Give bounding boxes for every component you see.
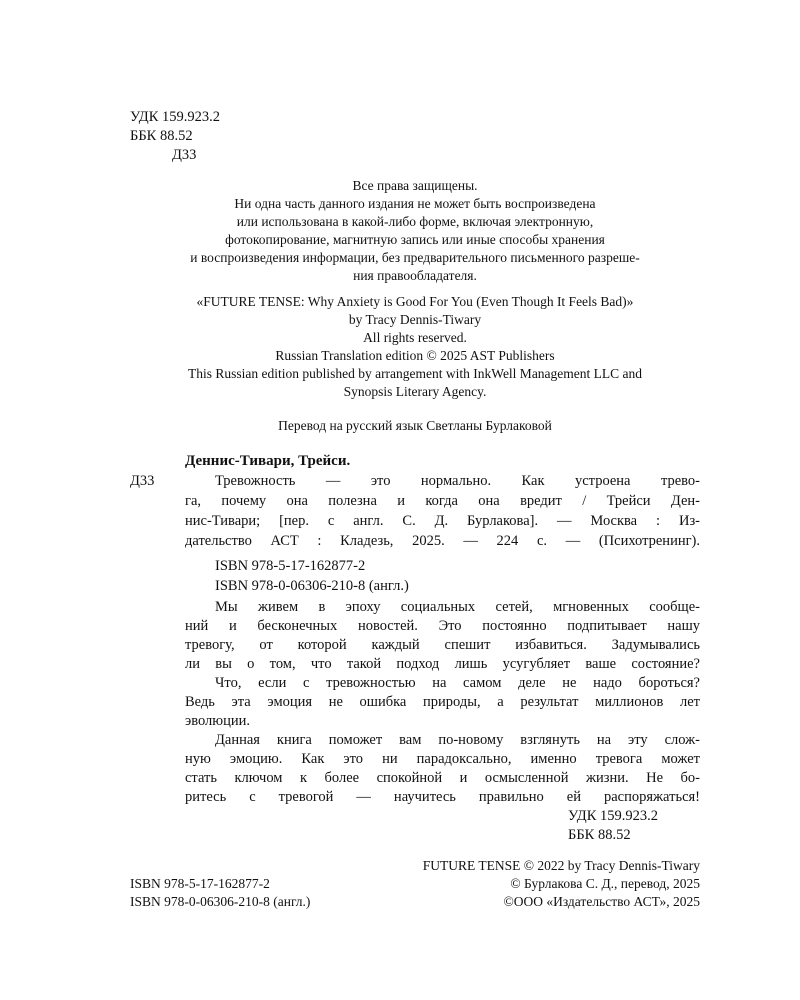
rights-line: Все права защищены. [352, 178, 478, 193]
annotation-line: ли вы о том, что такой подход лишь усугубляет ваше состояние? [185, 656, 700, 672]
catalog-isbn: ISBN 978-0-06306-210-8 (англ.) [215, 578, 409, 594]
annotation-line: тревогу, от которой каждый спешит избавиться. Задумывались [185, 637, 700, 653]
original-rights-line: This Russian edition published by arrangement with InkWell Management LLC and [187, 366, 643, 381]
catalog-mark: Д33 [130, 473, 155, 489]
annotation-line: Данная книга поможет вам по-новому взглянуть на эту слож- [215, 732, 700, 748]
annotation-line: ритесь с тревогой — научитесь правильно ей распоряжаться! [185, 789, 700, 805]
annotation-line: Что, если с тревожностью на самом деле не надо бороться? [215, 675, 700, 691]
original-rights-line: «FUTURE TENSE: Why Anxiety is Good For You (Even Though It Feels Bad)» [196, 294, 634, 309]
catalog-description-line: дательство АСТ : Кладезь, 2025. — 224 с. — (Психотренинг). [185, 533, 700, 549]
annotation-line: ний и бесконечных новостей. Это постоянно подпитывает нашу [185, 618, 700, 634]
copyright-line: ©ООО «Издательство АСТ», 2025 [503, 894, 700, 909]
author-mark: Д33 [172, 147, 197, 163]
original-rights-line: Russian Translation edition © 2025 AST Publishers [275, 348, 555, 363]
translator-note: Перевод на русский язык Светланы Бурлаковой [278, 418, 552, 433]
original-rights-line: by Tracy Dennis-Tiwary [348, 312, 482, 327]
annotation-line: Мы живем в эпоху социальных сетей, мгновенных сообще- [215, 599, 700, 615]
annotation-udk: УДК 159.923.2 [568, 808, 658, 824]
annotation-line: Ведь эта эмоция не ошибка природы, а результат миллионов лет [185, 694, 700, 710]
bbk-code: ББК 88.52 [130, 128, 193, 144]
original-rights-line: All rights reserved. [363, 330, 467, 345]
original-rights-line: Synopsis Literary Agency. [343, 384, 487, 399]
rights-line: и воспроизведения информации, без предварительного письменного разреше- [190, 250, 640, 265]
catalog-description-line: га, почему она полезна и когда она вредит / Трейси Ден- [185, 493, 700, 509]
udk-code: УДК 159.923.2 [130, 109, 220, 125]
annotation-line: стать ключом к более спокойной и осмысленной жизни. Не бо- [185, 770, 700, 786]
catalog-description-line: нис-Тивари; [пер. с англ. С. Д. Бурлакова]. — Москва : Из- [185, 513, 700, 529]
catalog-isbn: ISBN 978-5-17-162877-2 [215, 558, 366, 574]
catalog-description-line: Тревожность — это нормально. Как устроена трево- [215, 473, 700, 489]
catalog-author-heading: Деннис-Тивари, Трейси. [185, 453, 351, 469]
rights-line: или использована в какой-либо форме, включая электронную, [236, 214, 594, 229]
copyright-line: FUTURE TENSE © 2022 by Tracy Dennis-Tiwary [422, 858, 700, 873]
rights-line: ния правообладателя. [353, 268, 477, 283]
copyright-line: © Бурлакова С. Д., перевод, 2025 [510, 876, 700, 891]
rights-line: фотокопирование, магнитную запись или иные способы хранения [225, 232, 605, 247]
footer-isbn-en: ISBN 978-0-06306-210-8 (англ.) [130, 894, 311, 909]
annotation-line: ную эмоцию. Как это ни парадоксально, именно тревога может [185, 751, 700, 767]
annotation-bbk: ББК 88.52 [568, 827, 631, 843]
footer-isbn-ru: ISBN 978-5-17-162877-2 [130, 876, 270, 891]
rights-line: Ни одна часть данного издания не может быть воспроизведена [234, 196, 596, 211]
annotation-line: эволюции. [185, 713, 251, 729]
